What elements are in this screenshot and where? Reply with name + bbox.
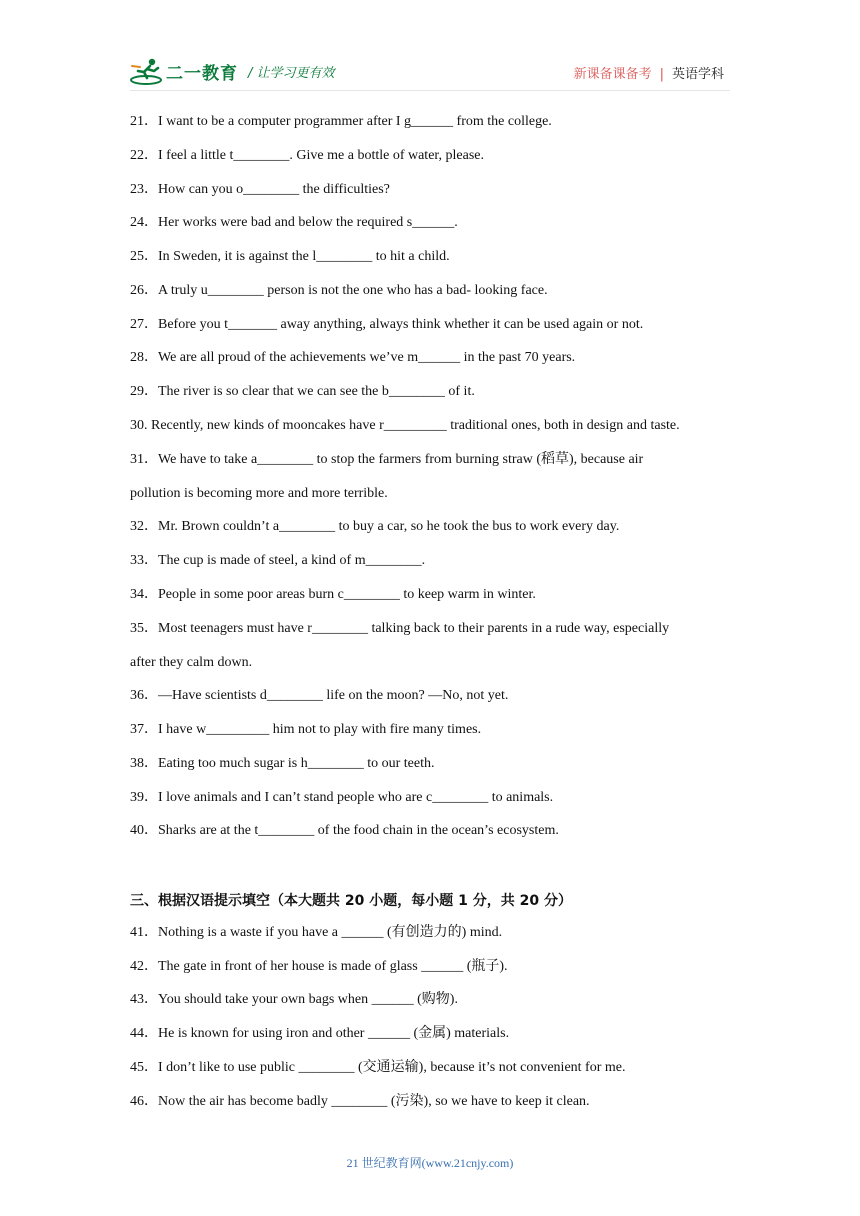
question-line: 21．I want to be a computer programmer after I g______ from the college. <box>130 114 552 129</box>
question-line-continued: pollution is becoming more and more terrible. <box>130 486 388 501</box>
question-line: 35．Most teenagers must have r________ talking back to their parents in a rude way, especially <box>130 621 670 636</box>
slogan: / 让学习更有效 <box>248 66 335 81</box>
question-line: 30. Recently, new kinds of mooncakes have r_________ traditional ones, both in design and taste. <box>130 418 680 433</box>
question-line: 36．—Have scientists d________ life on the moon? —No, not yet. <box>130 688 509 703</box>
question-line: 40．Sharks are at the t________ of the food chain in the ocean’s ecosystem. <box>130 823 559 838</box>
page-footer: 21 世纪教育网(www.21cnjy.com) <box>346 1156 514 1170</box>
question-line: 38．Eating too much sugar is h________ to our teeth. <box>130 756 435 771</box>
question-line: 37．I have w_________ him not to play with fire many times. <box>130 722 482 737</box>
question-line: 32．Mr. Brown couldn’t a________ to buy a car, so he took the bus to work every day. <box>130 519 620 534</box>
question-line: 46．Now the air has become badly ________ (污染), so we have to keep it clean. <box>130 1094 590 1109</box>
header-prep-label: 新课备课备考 <box>573 67 652 82</box>
header-subject: 英语学科 <box>671 67 724 82</box>
question-line: 43．You should take your own bags when ______ (购物). <box>130 992 458 1007</box>
question-line: 26．A truly u________ person is not the one who has a bad- looking face. <box>130 283 548 298</box>
runner-logo-icon <box>130 56 164 86</box>
question-line: 24．Her works were bad and below the required s______. <box>130 215 458 230</box>
question-line: 41．Nothing is a waste if you have a ______ (有创造力的) mind. <box>130 925 503 940</box>
question-line: 34．People in some poor areas burn c________ to keep warm in winter. <box>130 587 536 602</box>
question-line: 22．I feel a little t________. Give me a bottle of water, please. <box>130 148 484 163</box>
question-line: 42．The gate in front of her house is made of glass ______ (瓶子). <box>130 959 508 974</box>
question-line: 39．I love animals and I can’t stand people who are c________ to animals. <box>130 790 554 805</box>
page-header <box>130 56 730 91</box>
question-line: 29．The river is so clear that we can see the b________ of it. <box>130 384 475 399</box>
question-line: 44．He is known for using iron and other ______ (金属) materials. <box>130 1026 510 1041</box>
section-title: 三、根据汉语提示填空（本大题共 20 小题，每小题 1 分，共 20 分） <box>130 893 572 909</box>
logo-text: 二一教育 <box>166 63 238 84</box>
logo <box>130 56 238 86</box>
question-line: 23．How can you o________ the difficulties? <box>130 182 390 197</box>
question-line-continued: after they calm down. <box>130 655 253 670</box>
question-line: 25．In Sweden, it is against the l________ to hit a child. <box>130 249 450 264</box>
question-line: 33．The cup is made of steel, a kind of m________. <box>130 553 426 568</box>
question-line: 27．Before you t_______ away anything, always think whether it can be used again or not. <box>130 317 644 332</box>
question-line: 45．I don’t like to use public ________ (交通运输), because it’s not convenient for me. <box>130 1060 626 1075</box>
question-line: 28．We are all proud of the achievements we’ve m______ in the past 70 years. <box>130 350 576 365</box>
header-right <box>574 63 724 82</box>
header-separator: | <box>659 67 664 82</box>
question-line: 31．We have to take a________ to stop the farmers from burning straw (稻草), because air <box>130 452 644 467</box>
